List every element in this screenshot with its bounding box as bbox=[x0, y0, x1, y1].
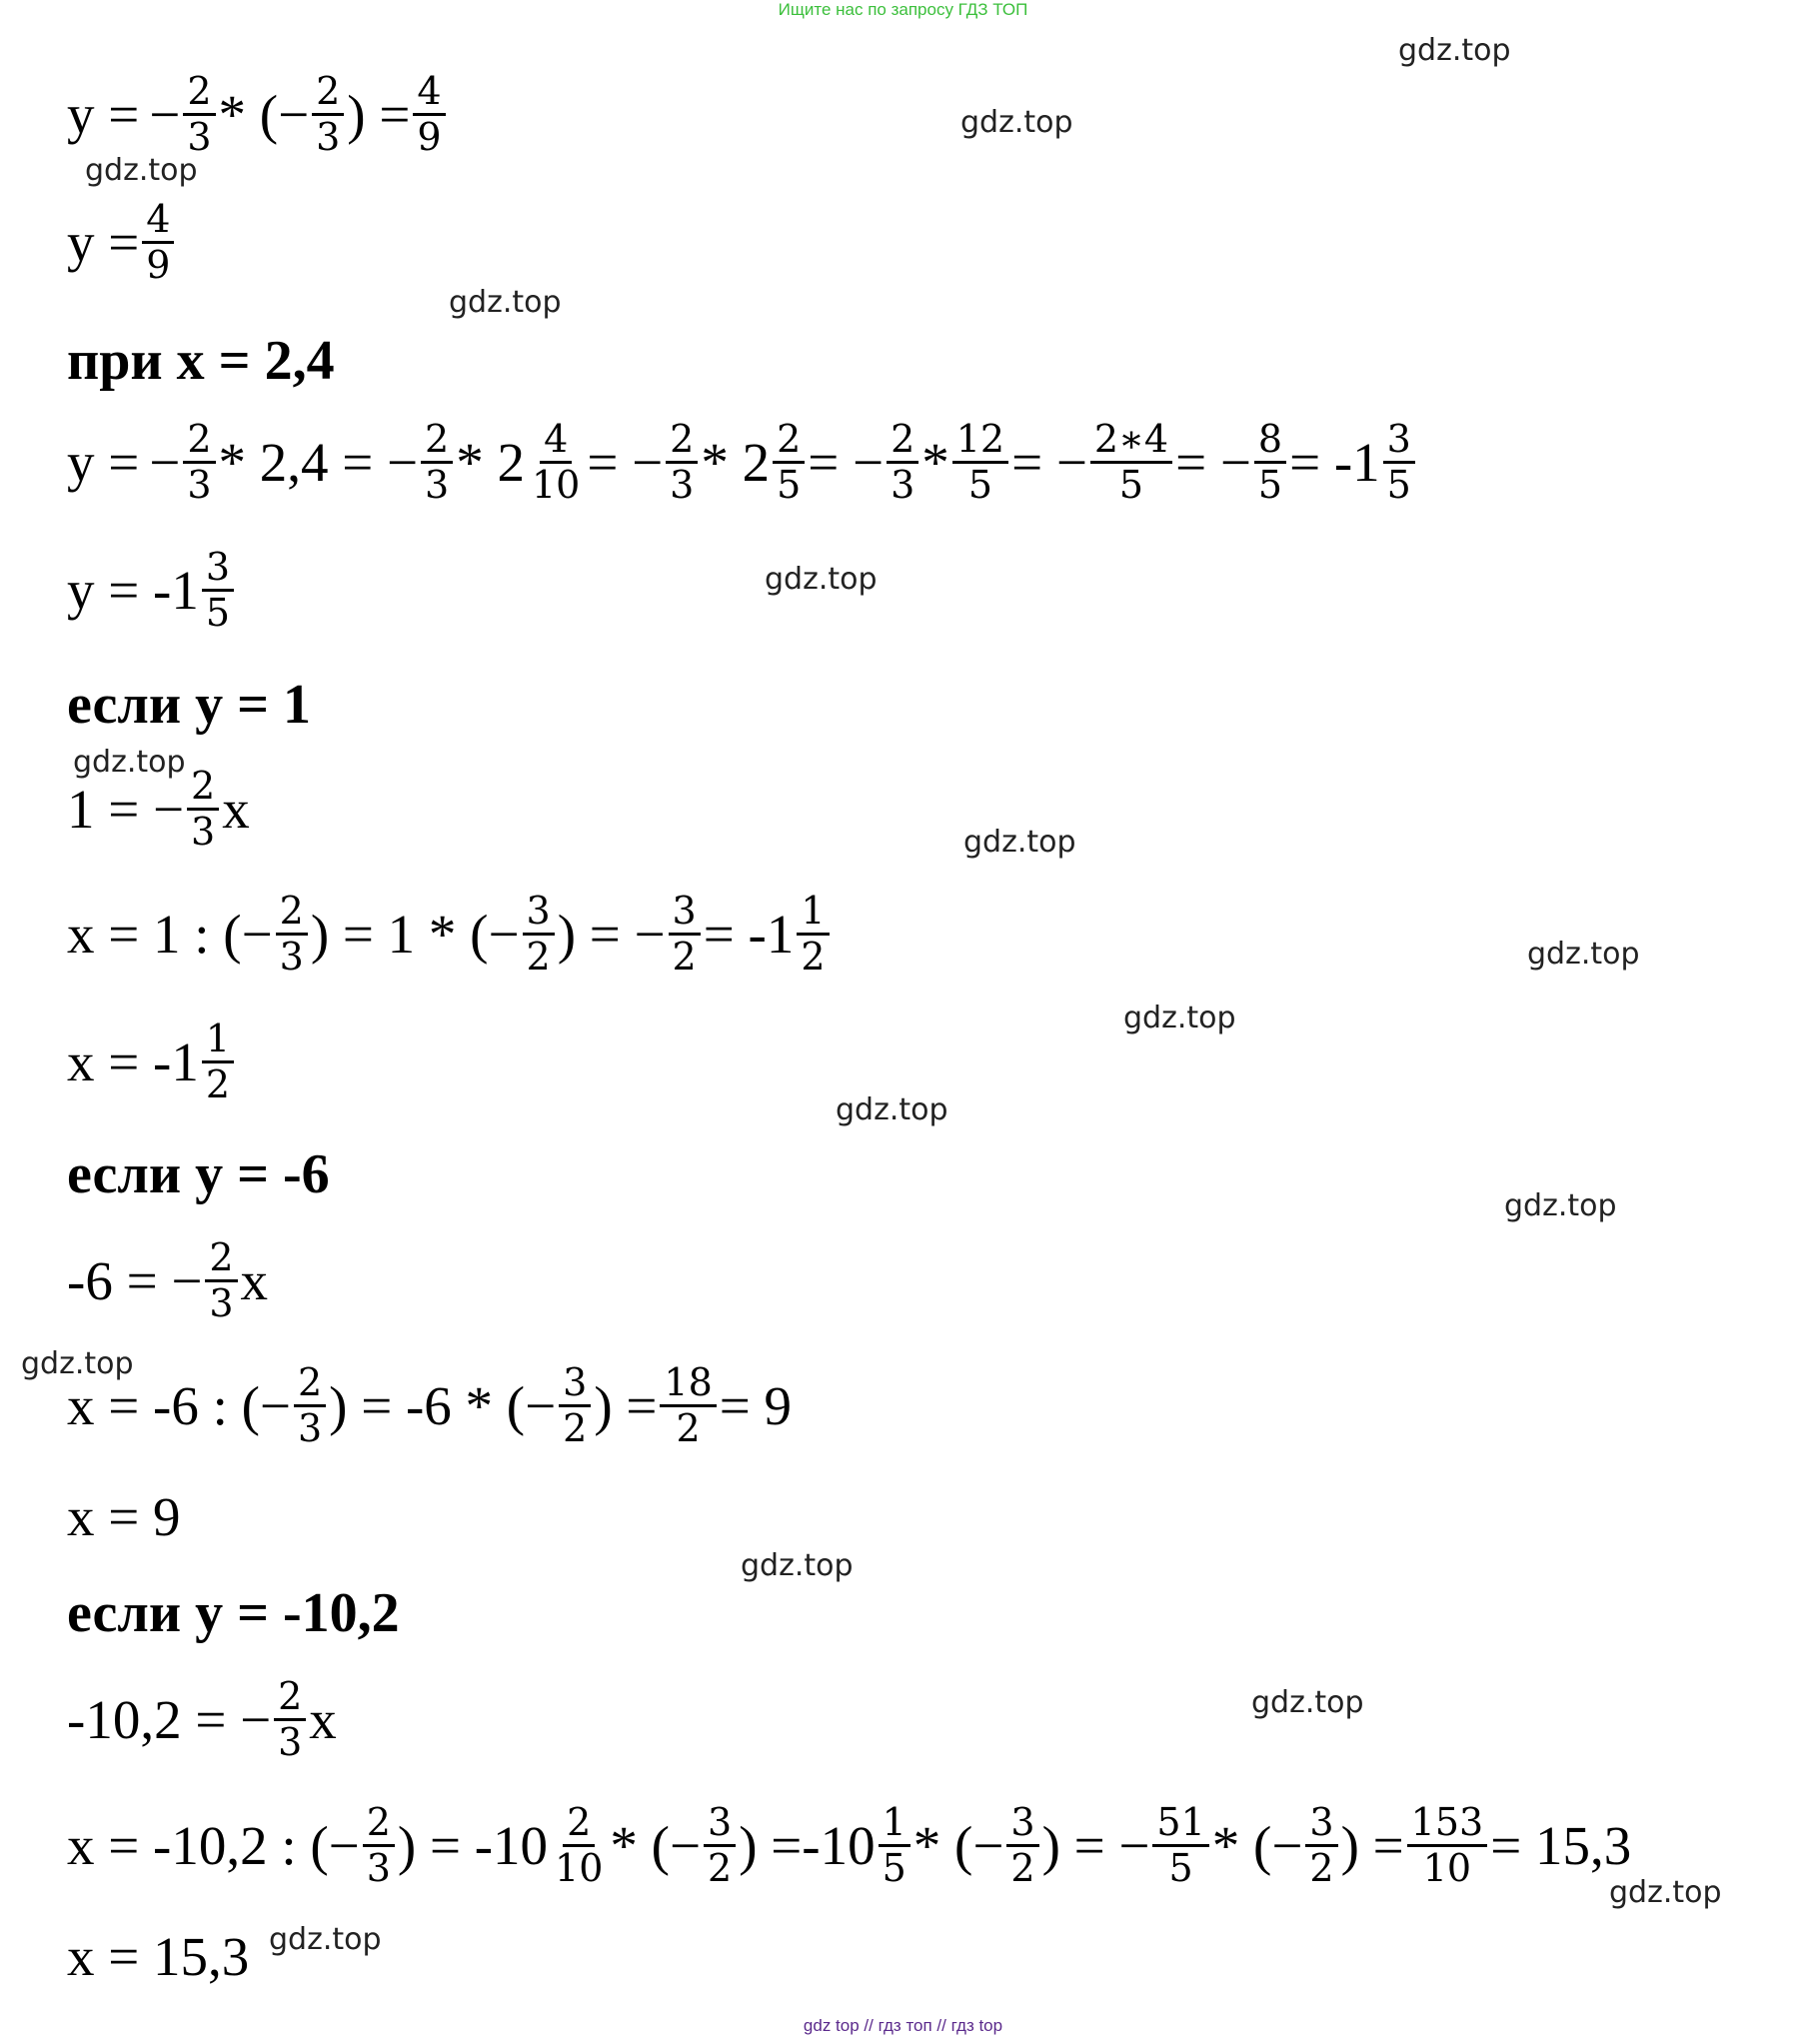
eq-text: − bbox=[149, 83, 181, 145]
fraction bbox=[879, 1801, 910, 1889]
eq-text: -6 = − bbox=[67, 1249, 203, 1311]
fraction bbox=[551, 1801, 607, 1889]
numerator: 2 bbox=[187, 765, 219, 811]
numerator: 3 bbox=[523, 890, 555, 936]
eq-text: = -1 bbox=[1289, 431, 1380, 493]
numerator: 1 bbox=[797, 890, 829, 936]
eq-text: ) = 1 * (− bbox=[310, 903, 520, 965]
denominator: 3 bbox=[425, 462, 450, 507]
eq-text: ) = -6 * (− bbox=[329, 1374, 557, 1436]
denominator: 3 bbox=[191, 809, 216, 854]
equation-line-5 bbox=[67, 765, 250, 853]
eq-text: x = -10,2 : (− bbox=[67, 1814, 360, 1876]
numerator: 3 bbox=[1006, 1801, 1038, 1847]
fraction bbox=[202, 1018, 234, 1105]
watermark: gdz.top bbox=[963, 825, 1076, 860]
equation-line-3 bbox=[67, 418, 1418, 506]
eq-text: ) = -10 bbox=[397, 1814, 549, 1876]
equation-line-13 bbox=[67, 1926, 250, 1987]
eq-text: y = bbox=[67, 83, 140, 145]
numerator: 2 bbox=[887, 418, 918, 464]
fraction bbox=[1407, 1801, 1488, 1889]
equation-line-6 bbox=[67, 890, 833, 978]
numerator: 2 bbox=[183, 418, 215, 464]
eq-text: * (− bbox=[610, 1814, 701, 1876]
denominator: 2 bbox=[563, 1405, 588, 1450]
eq-text: x bbox=[240, 1249, 269, 1311]
fraction bbox=[523, 890, 555, 978]
numerator: 4 bbox=[142, 198, 174, 244]
fraction bbox=[1254, 418, 1286, 506]
section-heading: при x = 2,4 bbox=[67, 330, 335, 392]
eq-text: * 2,4 = − bbox=[218, 431, 419, 493]
equation-line-4 bbox=[67, 546, 237, 634]
denominator: 5 bbox=[1118, 462, 1144, 507]
fraction bbox=[1006, 1801, 1038, 1889]
denominator: 9 bbox=[417, 114, 442, 159]
denominator: 2 bbox=[676, 1405, 701, 1450]
denominator: 5 bbox=[1257, 462, 1283, 507]
equation-line-8 bbox=[67, 1236, 268, 1324]
denominator: 3 bbox=[278, 1719, 303, 1764]
watermark: gdz.top bbox=[1398, 33, 1511, 68]
watermark: gdz.top bbox=[1609, 1875, 1722, 1910]
denominator: 3 bbox=[187, 114, 212, 159]
eq-text: * bbox=[921, 431, 949, 493]
eq-text: x = 1 : (− bbox=[67, 903, 273, 965]
fraction bbox=[183, 418, 215, 506]
eq-text: y = bbox=[67, 211, 140, 273]
denominator: 3 bbox=[297, 1405, 323, 1450]
numerator: 18 bbox=[660, 1361, 716, 1407]
fraction bbox=[887, 418, 918, 506]
equation-line-11 bbox=[67, 1675, 337, 1763]
denominator: 3 bbox=[670, 462, 695, 507]
numerator: 2 bbox=[363, 1801, 395, 1847]
denominator: 10 bbox=[531, 462, 581, 507]
fraction bbox=[797, 890, 829, 978]
denominator: 2 bbox=[1309, 1845, 1334, 1890]
numerator: 2 bbox=[274, 1675, 306, 1721]
watermark: gdz.top bbox=[1527, 937, 1640, 972]
equation-line-12 bbox=[67, 1801, 1631, 1889]
numerator: 3 bbox=[559, 1361, 591, 1407]
fraction bbox=[666, 418, 698, 506]
fraction bbox=[205, 1236, 237, 1324]
fraction bbox=[363, 1801, 395, 1889]
eq-text: y = -1 bbox=[67, 559, 199, 621]
fraction bbox=[187, 765, 219, 853]
eq-text: x bbox=[222, 778, 250, 840]
eq-text: y = bbox=[67, 431, 140, 493]
fraction bbox=[294, 1361, 326, 1449]
watermark: gdz.top bbox=[765, 562, 878, 597]
denominator: 10 bbox=[555, 1845, 604, 1890]
fraction bbox=[1383, 418, 1415, 506]
numerator: 1 bbox=[202, 1018, 234, 1063]
denominator: 5 bbox=[882, 1845, 906, 1890]
eq-text: x bbox=[309, 1688, 337, 1750]
numerator: 4 bbox=[540, 418, 572, 464]
fraction bbox=[559, 1361, 591, 1449]
numerator: 2 bbox=[205, 1236, 237, 1282]
denominator: 10 bbox=[1422, 1845, 1472, 1890]
watermark: gdz.top bbox=[836, 1092, 948, 1127]
eq-text: * 2 bbox=[701, 431, 771, 493]
numerator: 1 bbox=[879, 1801, 910, 1847]
fraction bbox=[421, 418, 453, 506]
numerator: 2 bbox=[183, 70, 215, 116]
numerator: 3 bbox=[704, 1801, 736, 1847]
denominator: 9 bbox=[146, 242, 171, 287]
numerator: 2 bbox=[421, 418, 453, 464]
numerator: 2∗4 bbox=[1090, 418, 1172, 464]
eq-text: = − bbox=[1011, 431, 1087, 493]
fraction bbox=[1152, 1801, 1208, 1889]
numerator: 2 bbox=[294, 1361, 326, 1407]
numerator: 8 bbox=[1254, 418, 1286, 464]
eq-text: * 2 bbox=[456, 431, 525, 493]
eq-text: = 15,3 bbox=[1490, 1814, 1632, 1876]
numerator: 3 bbox=[202, 546, 234, 592]
denominator: 5 bbox=[1386, 462, 1411, 507]
eq-text: ) = − bbox=[557, 903, 666, 965]
eq-text: = -1 bbox=[703, 903, 795, 965]
denominator: 2 bbox=[1010, 1845, 1035, 1890]
numerator: 12 bbox=[952, 418, 1008, 464]
fraction bbox=[274, 1675, 306, 1763]
eq-text: ) = − bbox=[1041, 1814, 1150, 1876]
fraction bbox=[1090, 418, 1172, 506]
watermark: gdz.top bbox=[1123, 1001, 1236, 1035]
eq-text: ) = bbox=[1340, 1814, 1404, 1876]
watermark: gdz.top bbox=[960, 105, 1073, 140]
eq-text: ) = bbox=[594, 1374, 658, 1436]
denominator: 3 bbox=[209, 1280, 234, 1325]
numerator: 2 bbox=[666, 418, 698, 464]
footer-links: gdz top // гдз топ // гдз top bbox=[803, 2016, 1003, 2035]
numerator: 2 bbox=[312, 70, 344, 116]
section-heading: если y = -10,2 bbox=[67, 1582, 400, 1644]
eq-text: x = -1 bbox=[67, 1030, 199, 1092]
eq-text: 1 = − bbox=[67, 778, 185, 840]
watermark: gdz.top bbox=[1504, 1188, 1617, 1223]
section-heading: если y = 1 bbox=[67, 674, 311, 736]
denominator: 2 bbox=[205, 1061, 231, 1106]
watermark: gdz.top bbox=[269, 1922, 382, 1957]
fraction bbox=[669, 890, 701, 978]
fraction bbox=[773, 418, 805, 506]
fraction bbox=[276, 890, 308, 978]
denominator: 2 bbox=[801, 934, 826, 979]
equation-line-9 bbox=[67, 1361, 792, 1449]
eq-text: = 9 bbox=[719, 1374, 793, 1436]
fraction bbox=[1305, 1801, 1337, 1889]
watermark: gdz.top bbox=[73, 745, 186, 780]
denominator: 3 bbox=[279, 934, 304, 979]
section-heading: если y = -6 bbox=[67, 1143, 330, 1205]
watermark: gdz.top bbox=[741, 1548, 854, 1583]
eq-text: ) =-10 bbox=[739, 1814, 876, 1876]
top-banner: Ищите нас по запросу ГДЗ ТОП bbox=[778, 0, 1028, 19]
fraction bbox=[528, 418, 584, 506]
watermark: gdz.top bbox=[449, 285, 562, 320]
numerator: 4 bbox=[413, 70, 445, 116]
eq-text: * (− bbox=[1211, 1814, 1303, 1876]
fraction bbox=[142, 198, 174, 286]
fraction bbox=[952, 418, 1008, 506]
eq-text: ) = bbox=[347, 83, 411, 145]
equation-line-7 bbox=[67, 1018, 237, 1105]
equation-line-1 bbox=[67, 70, 449, 158]
numerator: 3 bbox=[669, 890, 701, 936]
denominator: 3 bbox=[366, 1845, 391, 1890]
denominator: 3 bbox=[187, 462, 212, 507]
denominator: 2 bbox=[672, 934, 697, 979]
numerator: 2 bbox=[563, 1801, 595, 1847]
denominator: 5 bbox=[967, 462, 993, 507]
watermark: gdz.top bbox=[85, 153, 198, 188]
fraction bbox=[183, 70, 215, 158]
denominator: 3 bbox=[316, 114, 341, 159]
eq-text: − bbox=[149, 431, 181, 493]
denominator: 5 bbox=[205, 590, 231, 635]
eq-text: x = 15,3 bbox=[67, 1926, 250, 1987]
equation-line-2 bbox=[67, 198, 177, 286]
eq-text: x = 9 bbox=[67, 1486, 181, 1547]
denominator: 2 bbox=[708, 1845, 733, 1890]
denominator: 5 bbox=[777, 462, 802, 507]
eq-text: -10,2 = − bbox=[67, 1688, 272, 1750]
eq-text: x = -6 : (− bbox=[67, 1374, 291, 1436]
fraction bbox=[312, 70, 344, 158]
fraction bbox=[413, 70, 445, 158]
numerator: 153 bbox=[1407, 1801, 1488, 1847]
denominator: 2 bbox=[526, 934, 551, 979]
numerator: 2 bbox=[276, 890, 308, 936]
denominator: 3 bbox=[891, 462, 915, 507]
fraction bbox=[704, 1801, 736, 1889]
eq-text: = − bbox=[808, 431, 885, 493]
numerator: 3 bbox=[1383, 418, 1415, 464]
eq-text: * (− bbox=[912, 1814, 1004, 1876]
fraction bbox=[202, 546, 234, 634]
eq-text: = − bbox=[587, 431, 664, 493]
fraction bbox=[660, 1361, 716, 1449]
numerator: 3 bbox=[1305, 1801, 1337, 1847]
numerator: 51 bbox=[1152, 1801, 1208, 1847]
watermark: gdz.top bbox=[21, 1346, 134, 1381]
numerator: 2 bbox=[773, 418, 805, 464]
eq-text: = − bbox=[1175, 431, 1251, 493]
eq-text: * (− bbox=[218, 83, 310, 145]
equation-line-10 bbox=[67, 1486, 181, 1547]
watermark: gdz.top bbox=[1251, 1685, 1364, 1720]
denominator: 5 bbox=[1168, 1845, 1193, 1890]
